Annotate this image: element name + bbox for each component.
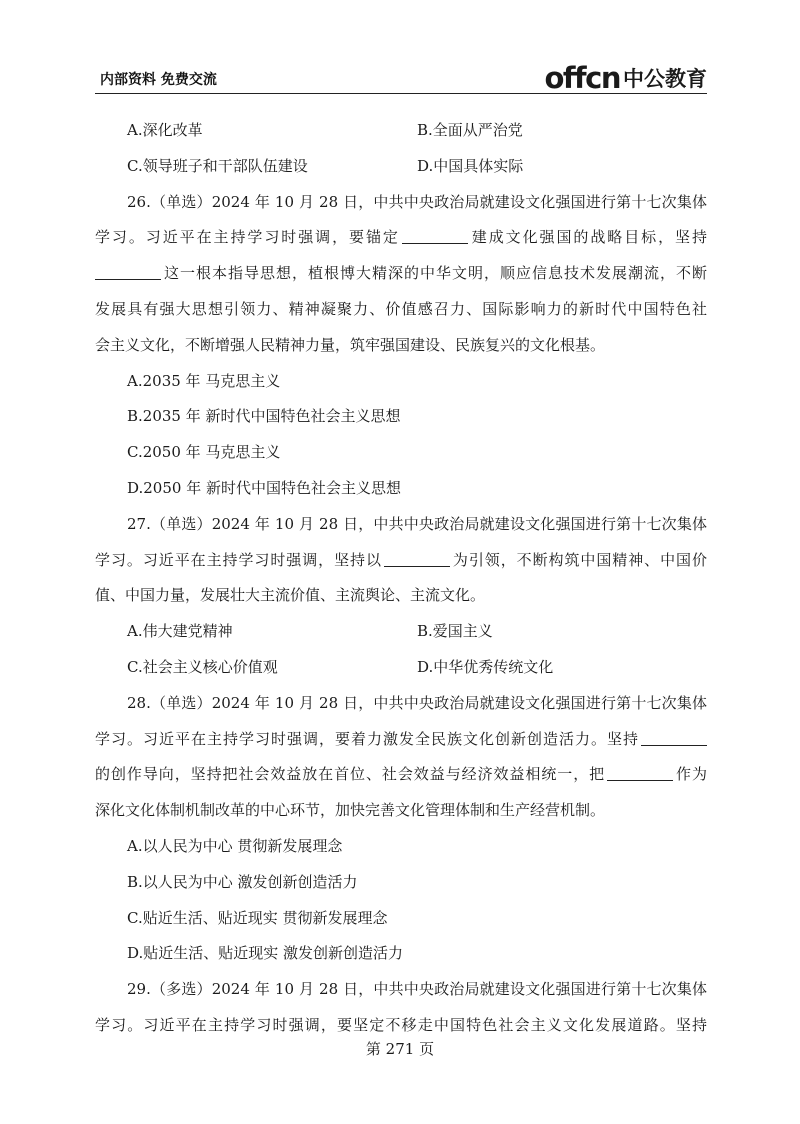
q25-option-b: B.全面从严治党 bbox=[417, 121, 523, 139]
q26-stem-line-3 bbox=[95, 256, 707, 292]
q26-option-a: A.2035 年 马克思主义 bbox=[127, 371, 281, 390]
q28-option-d: D.贴近生活、贴近现实 激发创新创造活力 bbox=[127, 944, 404, 963]
q28-stem-text: 的创作导向，坚持把社会效益放在首位、社会效益与经济效益相统一，把 bbox=[95, 765, 606, 784]
q28-stem-line-4: 深化文化体制机制改革的中心环节，加快完善文化管理体制和生产经营机制。 bbox=[95, 801, 606, 820]
q26-stem-line-5: 会主义文化，不断增强人民精神力量，筑牢强国建设、民族复兴的文化根基。 bbox=[95, 335, 606, 354]
q27-option-d: D.中华优秀传统文化 bbox=[417, 657, 554, 676]
q27-option-a: A.伟大建党精神 bbox=[127, 622, 233, 641]
q28-stem-text: 作为 bbox=[675, 765, 707, 784]
q26-stem-text: 学习。习近平在主持学习时强调，要锚定 bbox=[95, 228, 400, 247]
q28-stem-line-3 bbox=[95, 757, 707, 793]
q28-option-b: B.以人民为中心 激发创新创造活力 bbox=[127, 872, 358, 891]
q29-stem-line-1: 29.（多选）2024 年 10 月 28 日，中共中央政治局就建设文化强国进行第十七次集体 bbox=[127, 980, 707, 999]
q27-stem-text: 为引领，不断构筑中国精神、中国价 bbox=[451, 550, 707, 569]
q26-stem-line-2 bbox=[95, 220, 707, 256]
q26-stem-line-1: 26.（单选）2024 年 10 月 28 日，中共中央政治局就建设文化强国进行第十七次集体 bbox=[127, 192, 707, 211]
q28-blank-1 bbox=[641, 729, 707, 746]
q26-stem-line-4: 发展具有强大思想引领力、精神凝聚力、价值感召力、国际影响力的新时代中国特色社 bbox=[95, 299, 707, 318]
q28-option-a: A.以人民为中心 贯彻新发展理念 bbox=[127, 836, 343, 855]
logo-chinese-name: 中公教育 bbox=[623, 67, 707, 91]
q28-stem-text: 学习。习近平在主持学习时强调，要着力激发全民族文化创新创造活力。坚持 bbox=[95, 729, 639, 748]
document-body bbox=[95, 113, 707, 1044]
header-confidential-note: 内部资料 免费交流 bbox=[100, 72, 217, 88]
q27-blank bbox=[384, 550, 450, 567]
q28-stem-line-2 bbox=[95, 722, 707, 758]
q26-option-c: C.2050 年 马克思主义 bbox=[127, 443, 281, 462]
logo-mark: offcn bbox=[544, 61, 620, 95]
q25-option-d: D.中国具体实际 bbox=[417, 156, 524, 175]
q26-stem-text: 建成文化强国的战略目标，坚持 bbox=[469, 228, 707, 247]
q27-stem-line-2 bbox=[95, 543, 707, 579]
q28-blank-2 bbox=[607, 764, 673, 781]
q25-option-a: A.深化改革 bbox=[127, 121, 203, 139]
page-number: 第 271 页 bbox=[365, 1040, 435, 1058]
q29-stem-line-2: 学习。习近平在主持学习时强调，要坚定不移走中国特色社会主义文化发展道路。坚持 bbox=[95, 1015, 707, 1034]
q27-option-c: C.社会主义核心价值观 bbox=[127, 657, 278, 676]
header-divider bbox=[95, 93, 707, 94]
q27-stem-line-1: 27.（单选）2024 年 10 月 28 日，中共中央政治局就建设文化强国进行第十七次集体 bbox=[127, 514, 707, 533]
page-header bbox=[95, 62, 707, 94]
q27-options-row-1 bbox=[95, 614, 707, 650]
q26-option-d: D.2050 年 新时代中国特色社会主义思想 bbox=[127, 478, 401, 497]
q27-stem-line-3: 值、中国力量，发展壮大主流价值、主流舆论、主流文化。 bbox=[95, 586, 486, 605]
q28-option-c: C.贴近生活、贴近现实 贯彻新发展理念 bbox=[127, 908, 388, 927]
q26-blank-1 bbox=[402, 227, 468, 244]
q26-option-b: B.2035 年 新时代中国特色社会主义思想 bbox=[127, 407, 401, 426]
q27-options-row-2 bbox=[95, 650, 707, 686]
offcn-logo bbox=[544, 61, 708, 95]
q26-stem-text: 这一根本指导思想，植根博大精深的中华文明，顺应信息技术发展潮流，不断 bbox=[163, 264, 707, 283]
q25-options-row-1 bbox=[95, 113, 707, 149]
q26-blank-2 bbox=[95, 263, 161, 280]
q27-option-b: B.爱国主义 bbox=[417, 622, 493, 641]
q25-options-row-2 bbox=[95, 149, 707, 185]
q28-stem-line-1: 28.（单选）2024 年 10 月 28 日，中共中央政治局就建设文化强国进行第十七次集体 bbox=[127, 693, 707, 712]
q25-option-c: C.领导班子和干部队伍建设 bbox=[127, 156, 308, 175]
q27-stem-text: 学习。习近平在主持学习时强调，坚持以 bbox=[95, 550, 382, 569]
